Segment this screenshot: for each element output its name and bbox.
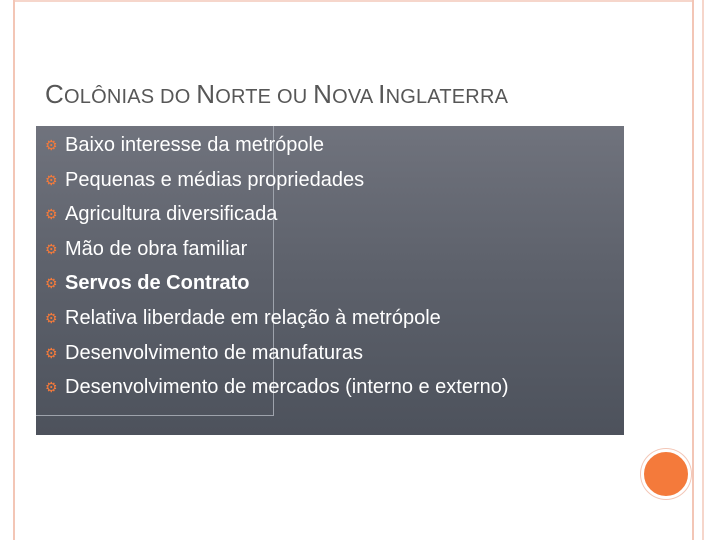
title-part: C: [45, 79, 64, 109]
bullet-text: Baixo interesse da metrópole: [65, 134, 325, 156]
bullet-text: Servos de Contrato: [65, 272, 250, 295]
bullet-text: Agricultura diversificada: [65, 203, 278, 226]
bullet-item: [45, 375, 509, 410]
bullet-item: [45, 306, 509, 341]
gear-icon: ⚙: [45, 171, 58, 188]
gear-icon: ⚙: [45, 240, 58, 257]
frame-top-line: [13, 0, 694, 2]
bullet-text: Desenvolvimento de manufaturas: [65, 341, 363, 364]
gear-icon: ⚙: [45, 206, 58, 223]
decorative-circle: [641, 449, 691, 499]
title-part: OLÔNIAS DO: [63, 86, 197, 108]
gear-icon: ⚙: [45, 275, 58, 292]
slide-title: [45, 74, 508, 111]
bullet-text: Mão de obra familiar: [65, 237, 248, 260]
bullet-item: [45, 133, 509, 168]
title-part: N: [196, 79, 216, 109]
bullet-text: Relativa liberdade em relação à metrópole: [65, 306, 441, 329]
title-part: NGLATERRA: [385, 86, 509, 108]
frame-right-line-outer: [702, 0, 704, 540]
gear-icon: ⚙: [45, 344, 58, 361]
gear-icon: ⚙: [45, 379, 58, 396]
bullet-item: [45, 202, 509, 237]
frame-right-line: [692, 0, 694, 540]
bullet-item: [45, 341, 509, 376]
bullet-list: [45, 133, 509, 410]
title-part: ORTE OU: [215, 86, 314, 108]
bullet-text: Pequenas e médias propriedades: [65, 168, 365, 191]
bullet-text: Desenvolvimento de mercados (interno e externo): [65, 376, 509, 399]
title-part: N: [313, 79, 333, 109]
gear-icon: ⚙: [45, 137, 58, 153]
frame-left-line: [13, 0, 15, 540]
bullet-item: [45, 271, 509, 306]
gear-icon: ⚙: [45, 309, 58, 326]
title-part: OVA: [332, 86, 379, 108]
bullet-item: [45, 168, 509, 203]
bullet-item: [45, 237, 509, 272]
title-part: I: [378, 79, 386, 109]
